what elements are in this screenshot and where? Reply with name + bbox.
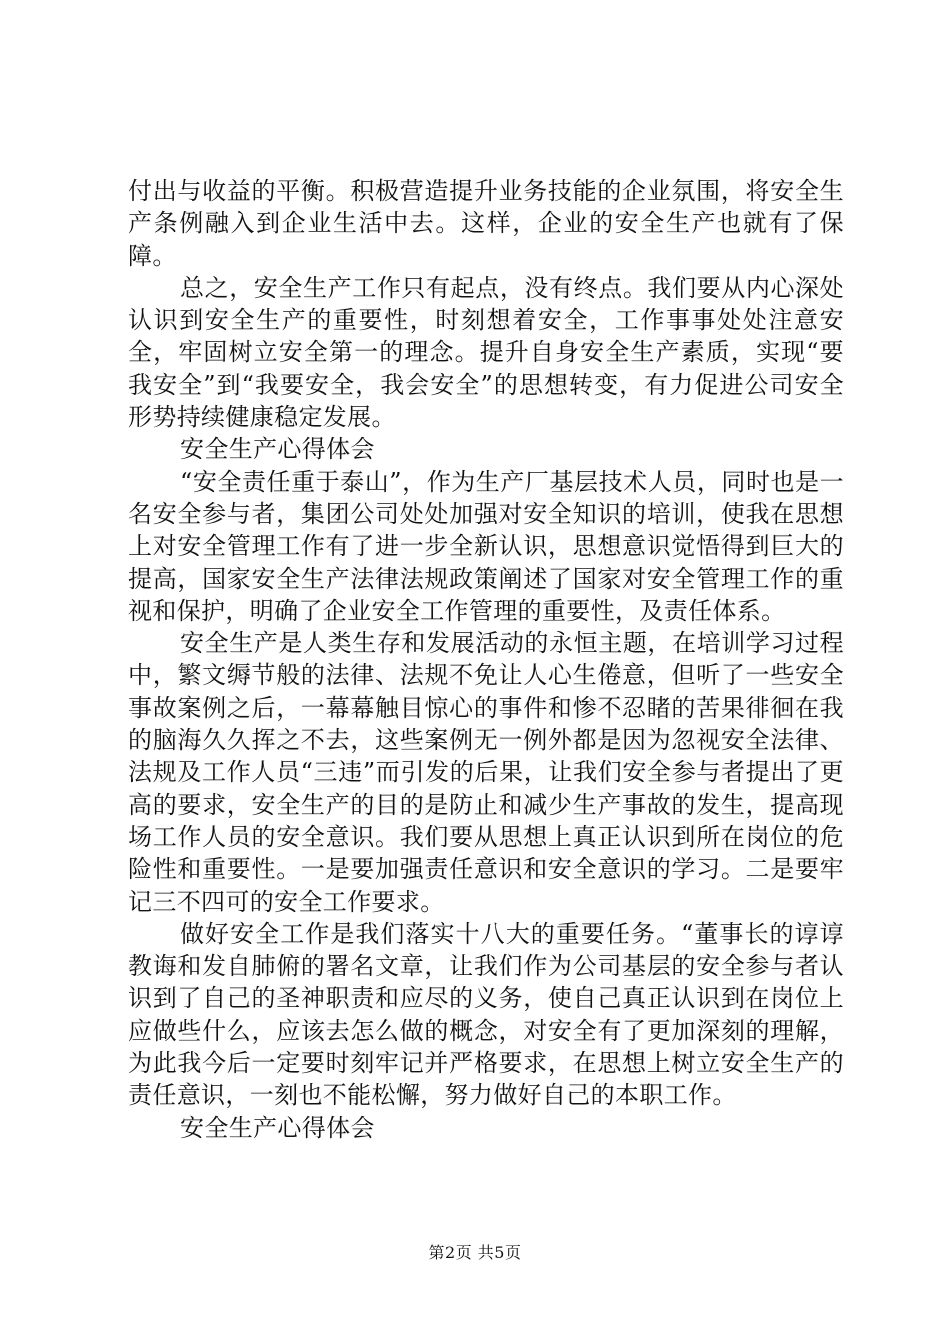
- section-heading-2: 安全生产心得体会: [180, 1113, 375, 1142]
- paragraph-5: 做好安全工作是我们落实十八大的重要任务。“董事长的谆谆教诲和发自肺俯的署名文章，让我们作为公司基层的安全参与者认识到了自己的圣神职责和应尽的义务，使自己真正认识到在岗位上应做些什么，应该去怎么做的概念，对安全有了更加深刻的理解，为此我今后一定要时刻牢记并严格要求，在思想上树立安全生产的责任意识，一刻也不能松懈，努力做好自己的本职工作。: [128, 919, 844, 1110]
- paragraph-3: “安全责任重于泰山”，作为生产厂基层技术人员，同时也是一名安全参与者，集团公司处处加强对安全知识的培训，使我在思想上对安全管理工作有了进一步全新认识，思想意识觉悟得到巨大的提高，国家安全生产法律法规政策阐述了国家对安全管理工作的重视和保护，明确了企业安全工作管理的重要性，及责任体系。: [128, 467, 844, 625]
- paragraph-4: 安全生产是人类生存和发展活动的永恒主题，在培训学习过程中，繁文缛节般的法律、法规不免让人心生倦意，但听了一些安全事故案例之后，一幕幕触目惊心的事件和惨不忍睹的苦果徘徊在我的脑海久久挥之不去，这些案例无一例外都是因为忽视安全法律、法规及工作人员“三违”而引发的后果，让我们安全参与者提出了更高的要求，安全生产的目的是防止和减少生产事故的发生，提高现场工作人员的安全意识。我们要从思想上真正认识到所在岗位的危险性和重要性。一是要加强责任意识和安全意识的学习。二是要牢记三不四可的安全工作要求。: [128, 629, 844, 916]
- paragraph-2: 总之，安全生产工作只有起点，没有终点。我们要从内心深处认识到安全生产的重要性，时刻想着安全，工作事事处处注意安全，牢固树立安全第一的理念。提升自身安全生产素质，实现“要我安全”到“我要安全，我会安全”的思想转变，有力促进公司安全形势持续健康稳定发展。: [128, 273, 844, 432]
- document-body: [128, 175, 844, 1144]
- paragraph-1: 付出与收益的平衡。积极营造提升业务技能的企业氛围，将安全生产条例融入到企业生活中去。这样，企业的安全生产也就有了保障。: [128, 177, 844, 270]
- section-heading-1: 安全生产心得体会: [180, 435, 375, 464]
- page-number-footer: 第2页 共5页: [428, 1243, 522, 1262]
